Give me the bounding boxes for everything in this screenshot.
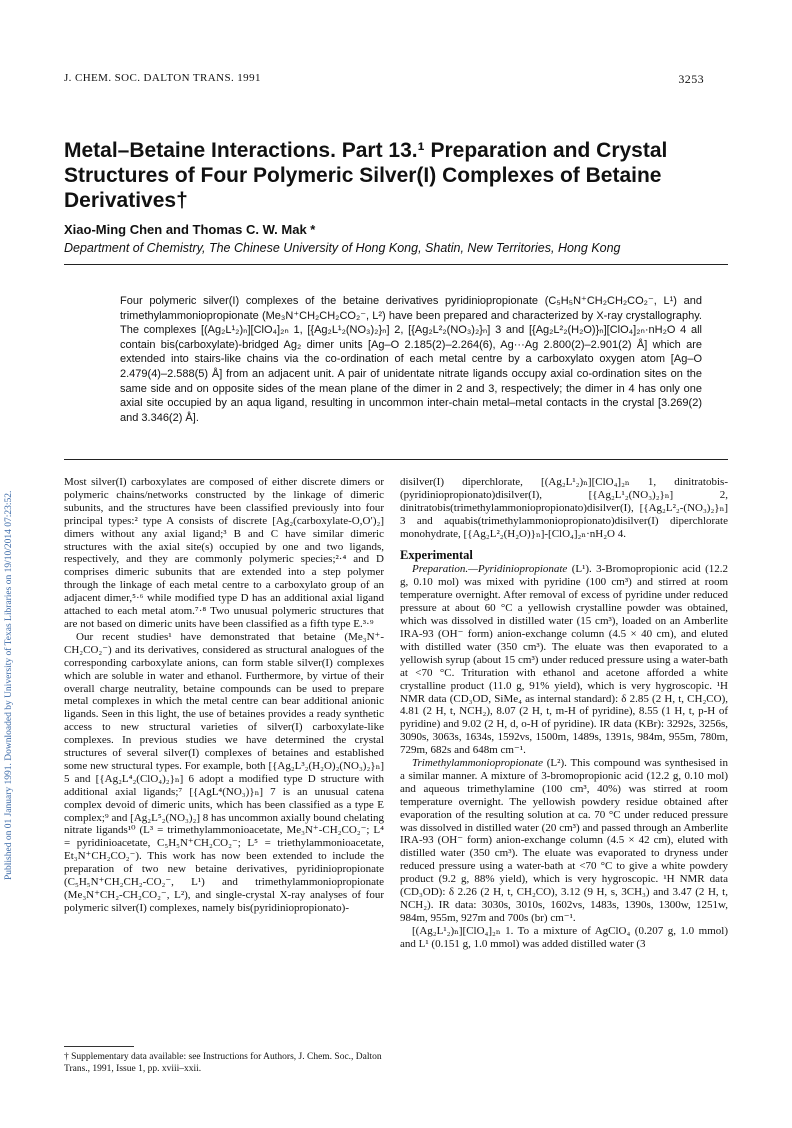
intro-paragraph-1: Most silver(I) carboxylates are composed of either discrete dimers or polymeric chains/networks constructed by the linkage of dimeric subunits, and the structures have been classified previously into four principal types:² type A consists of discrete [Ag₂(carboxylate-O,O′)₂] dimers without any axial ligand;³ B and C have similar dimeric structures with the axial site(s) occupied by one and two ligands, respectively, and they are commonly polymeric species;²·⁴ and D comprises dimeric subunits that are extended into a step polymer through the linkage of each metal centre to a carboxylato group of an adjacent dimer,⁵·⁶ while modified type D has an additional axial ligand attached to each metal atom.⁷·⁸ Two unusual polymeric structures that are not based on dimeric units have been classified as a fifth type E.³·⁹: [64, 476, 384, 630]
prep-l1-paragraph: [400, 563, 728, 757]
prep-l2-paragraph: [400, 757, 728, 925]
author-affiliation: Department of Chemistry, The Chinese University of Hong Kong, Shatin, New Territories, Hong Kong: [64, 241, 621, 255]
prep-l2-text: (L²). This compound was synthesised in a similar manner. A mixture of 3-bromopropionic acid (12.2 g, 0.10 mol) and aqueous trimethylamine (100 cm³, 40%) was stirred at room temperature overnight. The yellowish powdery residue obtained after evaporation of the resulting solution at ca. 70 °C under reduced pressure was dissolved in distilled water (20 cm³) and passed through an Amberlite IRA-93 (OH⁻ form) anion-exchange column (4.5 × 42 cm), eluted with distilled water (350 cm³). The eluate was evaporated to dryness under reduced pressure using a water-bath at <70 °C to give a white powdery product (9.2 g, 88% yield), which is very hygroscopic. ¹H NMR data (CD₃OD): δ 2.26 (2 H, t, CH₂CO), 3.12 (9 H, s, 3CH₃) and 3.47 (2 H, t, NCH₂). IR data: 3030s, 3010s, 1602vs, 1483s, 1390s, 1300w, 1251w, 984m, 955m, 927m and 700s (br) cm⁻¹.: [400, 757, 728, 924]
top-divider: [64, 264, 728, 265]
footnote: † Supplementary data available: see Instructions for Authors, J. Chem. Soc., Dalton Trans., 1991, Issue 1, pp. xviii–xxii.: [64, 1052, 382, 1074]
abstract: Four polymeric silver(I) complexes of the betaine derivatives pyridiniopropionate (C₅H₅N⁺CH₂CH₂CO₂⁻, L¹) and trimethylammoniopropionate (Me₃N⁺CH₂CH₂CO₂⁻, L²) have been prepared and characterized by X-ray crystallography. The complexes [(Ag₂L¹₂)ₙ][ClO₄]₂ₙ 1, [{Ag₂L¹₂(NO₃)₂}ₙ] 2, [{Ag₂L²₂(NO₃)₂}ₙ] 3 and [{Ag₂L²₂(H₂O)}ₙ][ClO₄]₂ₙ·nH₂O 4 all contain bis(carboxylate)-bridged Ag₂ dimer units [Ag–O 2.185(2)–2.264(6), Ag···Ag 2.800(2)–2.901(2) Å] which are extended into stairs-like chains via the co-ordination of each metal centre by a carboxylato oxygen atom [Ag–O 2.479(4)–2.588(5) Å] from an adjacent unit. A pair of unidentate nitrate ligands occupy axial co-ordination sites on the same side and on opposite sides of the mean plane of the dimer in 2 and 3, respectively; the dimer in 4 has only one axial site occupied by an aqua ligand, resulting in uncommon inter-chain metal–metal contacts in the crystal [3.269(2) and 3.346(2) Å].: [120, 295, 702, 424]
running-header: [64, 72, 704, 84]
journal-header: J. CHEM. SOC. DALTON TRANS. 1991: [64, 72, 261, 84]
right-column: [400, 476, 728, 951]
article-title: Metal–Betaine Interactions. Part 13.¹ Preparation and Crystal Structures of Four Polymeric Silver(I) Complexes of Betaine Derivatives†: [64, 139, 668, 212]
prep-l1-text: (L¹). 3-Bromopropionic acid (12.2 g, 0.10 mol) was mixed with pyridine (100 cm³) and stirred at room temperature overnight. After removal of excess of pyridine under reduced pressure at about 60 °C a yellowish crystalline powder was obtained, which was dissolved in distilled water (15 cm³), loaded on an Amberlite IRA-93 (OH⁻ form) anion-exchange column (4.5 × 40 cm), and eluted with distilled water (350 cm³). The eluate was then evaporated to a yellowish syrup (about 15 cm³) under reduced pressure using a water-bath at <70 °C. Trituration with ethanol and acetone afforded a white crystalline product (11.0 g, 91% yield), which is very hygroscopic. ¹H NMR data (CD₃OD, SiMe₄ as internal standard): δ 2.85 (2 H, t, CH₂CO), 4.81 (2 H, t, NCH₂), 8.07 (2 H, t, m-H of pyridine), 8.55 (1 H, t, p-H of pyridine) and 9.02 (2 H, d, o-H of pyridine). IR data (KBr): 3292s, 3256s, 3090s, 3063s, 1634s, 1592vs, 1500m, 1489s, 1391s, 984m, 955m, 780m, 729m, 682s and 648m cm⁻¹.: [400, 563, 728, 757]
intro-paragraph-2: Our recent studies¹ have demonstrated that betaine (Me₃N⁺-CH₂CO₂⁻) and its derivatives, considered as structural analogues of the corresponding carboxylate anions, can form stable silver(I) complexes which are soluble in water and ethanol. Furthermore, by virtue of their overall charge neutrality, betaine compounds can be used to prepare metal complexes in which the metal centre can bear additional anionic ligands. Seen in this light, the use of betaines provides a ready synthetic access to new structural varieties of silver(I) carboxylate-like complexes. In previous studies we have determined the crystal structures of several silver(I) complexes of betaines and established some new structural types. For example, both [{Ag₂L³₂(H₂O)₂(NO₃)₂}ₙ] 5 and [{Ag₂L⁴₂(ClO₄)₂}ₙ] 6 adopt a modified type D structure with additional axial ligands;⁷ [{AgL⁴(NO₃)}ₙ] 7 is an unusual catena complex devoid of dimeric units, which has been classified as a type E complex;⁹ and [Ag₂L⁵₂(NO₃)₂] 8 has uncommon axially bound chelating nitrate ligands¹⁰ (L³ = trimethylammonioacetate, Me₃N⁺-CH₂CO₂⁻; L⁴ = pyridinioacetate, C₅H₅N⁺CH₂CO₂⁻; L⁵ = triethylammonioacetate, Et₃N⁺CH₂CO₂⁻). This work has now been extended to include the preparation of two new betaine derivatives, pyridiniopropionate (C₅H₅N⁺CH₂CH₂-CO₂⁻, L¹) and trimethylammoniopropionate (Me₃N⁺CH₂-CH₂CO₂⁻, L²), and single-crystal X-ray analyses of four polymeric silver(I) complexes, namely bis(pyridiniopropionato)-: [64, 630, 384, 914]
download-watermark: [2, 200, 18, 880]
prep-l1-heading: Preparation.—Pyridiniopropionate: [412, 563, 568, 576]
left-column: [64, 476, 384, 915]
article-authors: Xiao-Ming Chen and Thomas C. W. Mak *: [64, 222, 316, 237]
footnote-divider: [64, 1046, 134, 1047]
experimental-heading: Experimental: [400, 547, 473, 562]
compound-list-paragraph: disilver(I) diperchlorate, [(Ag₂L¹₂)ₙ][ClO₄]₂ₙ 1, dinitratobis-(pyridiniopropionato)disilver(I), [{Ag₂L¹₂(NO₃)₂}ₙ] 2, dinitratobis(trimethylammoniopropionato)disilver(I), [{Ag₂L²₂-(NO₃)₂}ₙ] 3 and aquabis(trimethylammoniopropionato)disilver(I) diperchlorate monohydrate, [{Ag₂L²₂(H₂O)}ₙ]-[ClO₄]₂ₙ·nH₂O 4.: [400, 476, 728, 540]
download-watermark-text: Published on 01 January 1991. Downloaded by University of Texas Libraries on 19/10/2014 07:23:52.: [4, 490, 14, 880]
abstract-divider: [64, 459, 728, 460]
prep-l2-heading: Trimethylammoniopropionate: [412, 757, 543, 770]
page-number: 3253: [678, 72, 704, 86]
prep-complex1-paragraph: [(Ag₂L¹₂)ₙ][ClO₄]₂ₙ 1. To a mixture of AgClO₄ (0.207 g, 1.0 mmol) and L¹ (0.151 g, 1.0 mmol) was added distilled water (3: [400, 924, 728, 950]
